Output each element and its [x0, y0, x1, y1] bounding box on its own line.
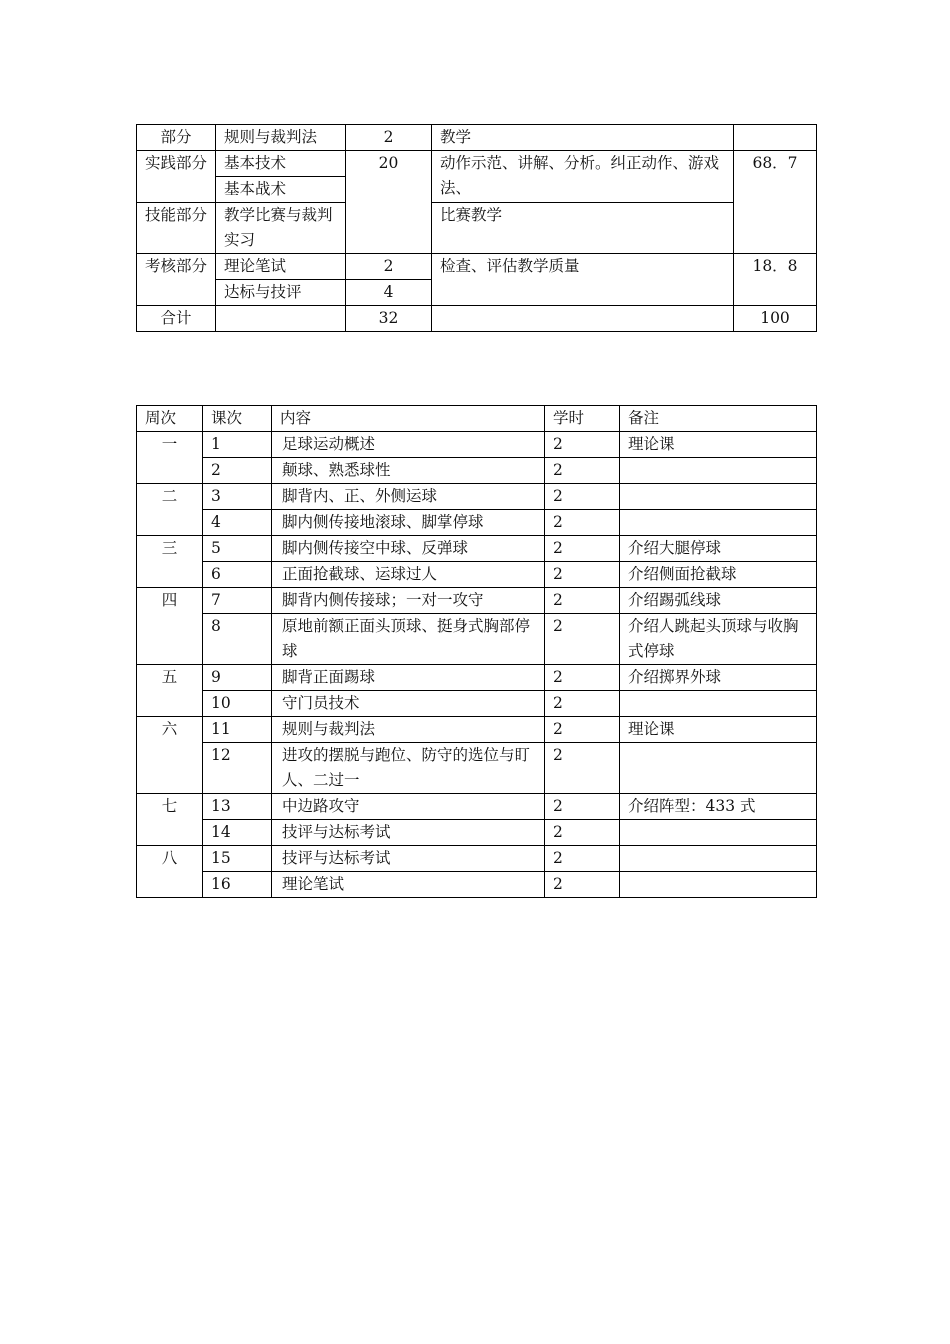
week-cell: 七	[137, 794, 203, 846]
item-cell: 规则与裁判法	[216, 125, 346, 151]
item-cell: 基本技术	[216, 151, 346, 177]
note-cell: 介绍侧面抢截球	[620, 562, 817, 588]
method-cell: 检查、评估教学质量	[432, 254, 734, 306]
method-cell: 动作示范、讲解、分析。纠正动作、游戏法、	[432, 151, 734, 203]
header-hours: 学时	[545, 406, 620, 432]
lesson-no-cell: 12	[203, 743, 272, 794]
hours-cell: 2	[545, 562, 620, 588]
lesson-no-cell: 6	[203, 562, 272, 588]
lesson-no-cell: 16	[203, 872, 272, 898]
note-cell: 介绍人跳起头顶球与收胸式停球	[620, 614, 817, 665]
total-label: 合计	[137, 306, 216, 332]
part-cell: 考核部分	[137, 254, 216, 306]
hours-cell: 2	[346, 254, 432, 280]
hours-cell: 2	[545, 588, 620, 614]
header-content: 内容	[272, 406, 545, 432]
hours-cell: 2	[545, 691, 620, 717]
table-row	[137, 717, 817, 743]
table-row	[137, 536, 817, 562]
table-row	[137, 743, 817, 794]
part-cell: 部分	[137, 125, 216, 151]
item-cell: 达标与技评	[216, 280, 346, 306]
week-cell: 四	[137, 588, 203, 665]
content-cell: 脚背内侧传接球；一对一攻守	[272, 588, 545, 614]
lesson-no-cell: 8	[203, 614, 272, 665]
total-pct: 100	[734, 306, 817, 332]
hours-cell: 2	[545, 717, 620, 743]
note-cell	[620, 458, 817, 484]
hours-cell: 2	[545, 665, 620, 691]
table-row	[137, 254, 817, 280]
total-hours: 32	[346, 306, 432, 332]
lesson-no-cell: 7	[203, 588, 272, 614]
header-lesson: 课次	[203, 406, 272, 432]
schedule-body	[137, 406, 817, 898]
method-cell	[432, 306, 734, 332]
hours-cell: 2	[545, 820, 620, 846]
lesson-no-cell: 11	[203, 717, 272, 743]
table-row	[137, 484, 817, 510]
table-row	[137, 458, 817, 484]
content-cell: 规则与裁判法	[272, 717, 545, 743]
table-row	[137, 691, 817, 717]
week-cell: 八	[137, 846, 203, 898]
table-row	[137, 510, 817, 536]
content-cell: 守门员技术	[272, 691, 545, 717]
pct-cell: 68．7	[734, 151, 817, 254]
hours-cell: 2	[545, 536, 620, 562]
hours-cell: 2	[545, 510, 620, 536]
method-cell: 比赛教学	[432, 203, 734, 254]
pct-cell	[734, 125, 817, 151]
table-row	[137, 432, 817, 458]
table-row	[137, 614, 817, 665]
hours-cell: 2	[545, 872, 620, 898]
hours-distribution-table	[136, 124, 817, 332]
item-cell: 教学比赛与裁判实习	[216, 203, 346, 254]
table-row	[137, 203, 817, 228]
note-cell: 理论课	[620, 717, 817, 743]
note-cell: 介绍阵型：433 式	[620, 794, 817, 820]
table-row	[137, 794, 817, 820]
content-cell: 进攻的摆脱与跑位、防守的选位与盯人、二过一	[272, 743, 545, 794]
item-cell: 基本战术	[216, 177, 346, 203]
hours-cell: 2	[545, 458, 620, 484]
item-cell	[216, 306, 346, 332]
lesson-no-cell: 14	[203, 820, 272, 846]
hours-cell: 2	[545, 484, 620, 510]
table-row	[137, 306, 817, 332]
table-row	[137, 820, 817, 846]
note-cell	[620, 484, 817, 510]
content-cell: 颠球、熟悉球性	[272, 458, 545, 484]
content-cell: 中边路攻守	[272, 794, 545, 820]
hours-cell: 2	[545, 743, 620, 794]
lesson-no-cell: 5	[203, 536, 272, 562]
hours-cell: 2	[545, 846, 620, 872]
table-row	[137, 125, 817, 151]
note-cell: 介绍掷界外球	[620, 665, 817, 691]
lesson-no-cell: 3	[203, 484, 272, 510]
hours-cell: 2	[545, 614, 620, 665]
table-row	[137, 151, 817, 177]
content-cell: 原地前额正面头顶球、挺身式胸部停球	[272, 614, 545, 665]
content-cell: 脚背内、正、外侧运球	[272, 484, 545, 510]
hours-cell: 2	[545, 432, 620, 458]
note-cell	[620, 691, 817, 717]
note-cell	[620, 510, 817, 536]
week-cell: 五	[137, 665, 203, 717]
lesson-no-cell: 9	[203, 665, 272, 691]
lesson-no-cell: 4	[203, 510, 272, 536]
header-week: 周次	[137, 406, 203, 432]
hours-cell: 20	[346, 151, 432, 254]
table-row	[137, 846, 817, 872]
lesson-no-cell: 13	[203, 794, 272, 820]
note-cell: 介绍踢弧线球	[620, 588, 817, 614]
table-row	[137, 588, 817, 614]
content-cell: 脚背正面踢球	[272, 665, 545, 691]
lesson-no-cell: 1	[203, 432, 272, 458]
content-cell: 脚内侧传接地滚球、脚掌停球	[272, 510, 545, 536]
lesson-no-cell: 15	[203, 846, 272, 872]
note-cell	[620, 820, 817, 846]
note-cell	[620, 872, 817, 898]
content-cell: 技评与达标考试	[272, 846, 545, 872]
pct-cell: 18．8	[734, 254, 817, 306]
week-cell: 六	[137, 717, 203, 794]
content-cell: 足球运动概述	[272, 432, 545, 458]
header-note: 备注	[620, 406, 817, 432]
note-cell: 介绍大腿停球	[620, 536, 817, 562]
header-row	[137, 406, 817, 432]
content-cell: 理论笔试	[272, 872, 545, 898]
lesson-no-cell: 2	[203, 458, 272, 484]
hours-cell: 4	[346, 280, 432, 306]
weekly-schedule-table	[136, 405, 817, 898]
part-cell: 实践部分	[137, 151, 216, 203]
note-cell: 理论课	[620, 432, 817, 458]
note-cell	[620, 846, 817, 872]
table-row	[137, 562, 817, 588]
method-cell: 教学	[432, 125, 734, 151]
week-cell: 二	[137, 484, 203, 536]
table-row	[137, 872, 817, 898]
week-cell: 三	[137, 536, 203, 588]
hours-cell: 2	[545, 794, 620, 820]
content-cell: 脚内侧传接空中球、反弹球	[272, 536, 545, 562]
content-cell: 正面抢截球、运球过人	[272, 562, 545, 588]
hours-cell: 2	[346, 125, 432, 151]
note-cell	[620, 743, 817, 794]
week-cell: 一	[137, 432, 203, 484]
item-cell: 理论笔试	[216, 254, 346, 280]
content-cell: 技评与达标考试	[272, 820, 545, 846]
table-row	[137, 665, 817, 691]
part-cell: 技能部分	[137, 203, 216, 254]
lesson-no-cell: 10	[203, 691, 272, 717]
